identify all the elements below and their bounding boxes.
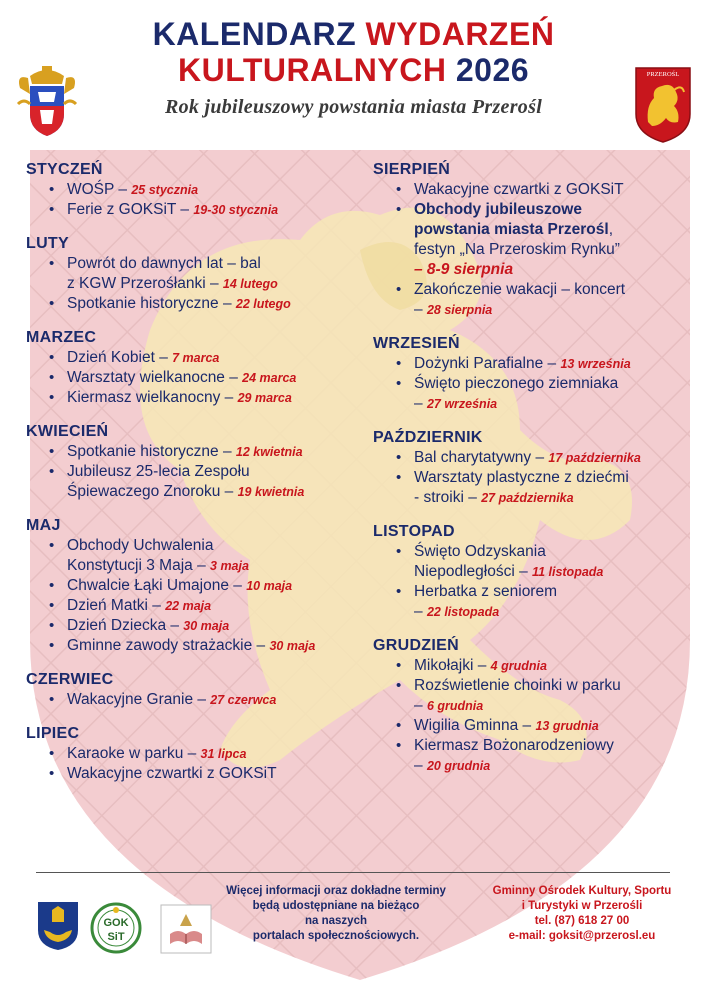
event-date: 24 marca xyxy=(242,371,297,385)
svg-text:SiT: SiT xyxy=(107,931,125,943)
month-heading: SIERPIEŃ xyxy=(373,161,451,178)
event-item: • Warsztaty wielkanocne – 24 marca xyxy=(49,369,297,386)
event-date: 19-30 stycznia xyxy=(193,203,279,217)
month-maj xyxy=(26,516,366,656)
org-name: Gminny Ośrodek Kultury, Sportu xyxy=(492,885,672,897)
page-subtitle: Rok jubileuszowy powstania miasta Przerośl xyxy=(164,96,543,118)
event-item: • Gminne zawody strażackie – 30 maja xyxy=(49,637,316,654)
event-date: 4 grudnia xyxy=(490,659,547,673)
footer-divider xyxy=(36,872,670,873)
event-date: 10 maja xyxy=(246,579,293,593)
month-heading: CZERWIEC xyxy=(26,671,114,688)
event-item: • Wakacyjne czwartki z GOKSiT xyxy=(49,765,277,782)
right-column xyxy=(373,160,693,790)
event-date: 11 listopada xyxy=(532,565,604,579)
event-item: • Warsztaty plastyczne z dziećmi - stroiki – 27 października xyxy=(396,469,629,506)
title-line-1 xyxy=(0,16,707,52)
footer-info-text: Więcej informacji oraz dokładne terminy będą udostępniane na bieżąco na naszych portalach społecznościowych. xyxy=(226,885,446,942)
event-date: 30 maja xyxy=(269,639,316,653)
coat-of-arms-left-icon xyxy=(16,64,78,138)
month-czerwiec xyxy=(26,670,366,710)
event-date: 13 września xyxy=(560,357,631,371)
month-heading: LIPIEC xyxy=(26,725,80,742)
event-item: • Obchody Uchwalenia Konstytucji 3 Maja – 3 maja xyxy=(49,537,249,574)
event-item: • Spotkanie historyczne – 12 kwietnia xyxy=(49,443,303,460)
goksit-logo-icon xyxy=(90,902,142,954)
event-date: 30 maja xyxy=(183,619,230,633)
event-item: • Chwalcie Łąki Umajone – 10 maja xyxy=(49,577,293,594)
month-styczen xyxy=(26,160,366,220)
month-heading: KWIECIEŃ xyxy=(26,423,109,440)
title-word-kulturalnych: KULTURALNYCH xyxy=(177,52,447,88)
month-heading: STYCZEŃ xyxy=(26,161,103,178)
month-listopad xyxy=(373,522,693,622)
event-item: • Jubileusz 25-lecia Zespołu Śpiewaczego Znoroku – 19 kwietnia xyxy=(49,463,305,500)
month-heading: MARZEC xyxy=(26,329,97,346)
event-date: 22 maja xyxy=(165,599,212,613)
event-date: 20 grudnia xyxy=(426,759,491,773)
event-date: 13 grudnia xyxy=(535,719,599,733)
event-item: • Dzień Kobiet – 7 marca xyxy=(49,349,220,366)
event-date: 6 grudnia xyxy=(426,699,484,713)
event-item: • Spotkanie historyczne – 22 lutego xyxy=(49,295,291,312)
header xyxy=(0,16,707,119)
event-item: • WOŚP – 25 stycznia xyxy=(49,181,199,198)
month-heading: PAŹDZIERNIK xyxy=(373,429,483,446)
event-item: • Mikołajki – 4 grudnia xyxy=(396,657,547,674)
month-pazdziernik xyxy=(373,428,693,508)
title-word-wydarzen: WYDARZEŃ xyxy=(365,16,555,52)
event-item: • Wakacyjne Granie – 27 czerwca xyxy=(49,691,277,708)
title-year: 2026 xyxy=(455,52,530,88)
event-item: • Wakacyjne czwartki z GOKSiT xyxy=(396,181,624,198)
org-name-2: i Turystyki w Przerośli xyxy=(521,900,643,912)
event-date: 31 lipca xyxy=(200,747,247,761)
crest-label: PRZEROŚL xyxy=(646,71,680,78)
event-date: 27 czerwca xyxy=(210,693,277,707)
event-item: • Bal charytatywny – 17 października xyxy=(396,449,641,466)
event-date: 28 sierpnia xyxy=(426,303,493,317)
event-item: • Rozświetlenie choinki w parku – 6 grudnia xyxy=(396,677,621,714)
month-sierpien xyxy=(373,160,693,320)
event-item: • Herbatka z seniorem – 22 listopada xyxy=(396,583,558,620)
event-item: • Święto pieczonego ziemniaka – 27 września xyxy=(396,375,619,412)
event-date: 3 maja xyxy=(210,559,249,573)
event-date: 25 stycznia xyxy=(131,183,199,197)
event-date: 27 października xyxy=(481,491,574,505)
event-item: • Powrót do dawnych lat – bal z KGW Przerośłanki – 14 lutego xyxy=(49,255,278,292)
month-grudzien xyxy=(373,636,693,776)
event-date: 29 marca xyxy=(237,391,292,405)
title-word-kalendarz: KALENDARZ xyxy=(152,16,357,52)
month-wrzesien xyxy=(373,334,693,414)
event-date: 19 kwietnia xyxy=(237,485,305,499)
event-item: • Dożynki Parafialne – 13 września xyxy=(396,355,631,372)
event-item: • Ferie z GOKSiT – 19-30 stycznia xyxy=(49,201,279,218)
event-item: • Wigilia Gminna – 13 grudnia xyxy=(396,717,599,734)
month-heading: LUTY xyxy=(26,235,69,252)
event-date: 7 marca xyxy=(172,351,220,365)
left-column xyxy=(26,160,366,798)
event-item: • Kiermasz Bożonarodzeniowy – 20 grudnia xyxy=(396,737,614,774)
event-item: • Dzień Matki – 22 maja xyxy=(49,597,212,614)
event-date: 12 kwietnia xyxy=(235,445,303,459)
event-date: 22 lutego xyxy=(235,297,291,311)
event-date: 14 lutego xyxy=(222,277,278,291)
event-date: 22 listopada xyxy=(426,605,500,619)
footer-contact xyxy=(468,884,696,944)
emblem-hands-icon xyxy=(36,900,80,952)
month-heading: GRUDZIEŃ xyxy=(373,637,459,654)
month-heading: MAJ xyxy=(26,517,61,534)
email-link[interactable]: e-mail: goksit@przerosl.eu xyxy=(508,930,656,942)
event-item: • Dzień Dziecka – 30 maja xyxy=(49,617,230,634)
event-item-jubilee: • Obchody jubileuszowe powstania miasta Przerośl, festyn „Na Przeroskim Rynku” – 8-9 sierpnia xyxy=(396,201,620,278)
event-item: • Święto Odzyskania Niepodległości – 11 listopada xyxy=(396,543,604,580)
event-date: – 8-9 sierpnia xyxy=(414,261,514,278)
event-date: 27 września xyxy=(426,397,498,411)
month-heading: WRZESIEŃ xyxy=(373,335,460,352)
month-marzec xyxy=(26,328,366,408)
event-date: 17 października xyxy=(548,451,641,465)
event-item: • Zakończenie wakacji – koncert – 28 sierpnia xyxy=(396,281,626,318)
month-lipiec xyxy=(26,724,366,784)
phone: tel. (87) 618 27 00 xyxy=(534,915,630,927)
event-item: • Karaoke w parku – 31 lipca xyxy=(49,745,247,762)
event-item: • Kiermasz wielkanocny – 29 marca xyxy=(49,389,292,406)
svg-text:GOK: GOK xyxy=(103,917,129,929)
month-kwiecien xyxy=(26,422,366,502)
month-heading: LISTOPAD xyxy=(373,523,455,540)
month-luty xyxy=(26,234,366,314)
title-line-2 xyxy=(0,52,707,88)
coat-of-arms-przerosl-icon xyxy=(634,66,692,144)
